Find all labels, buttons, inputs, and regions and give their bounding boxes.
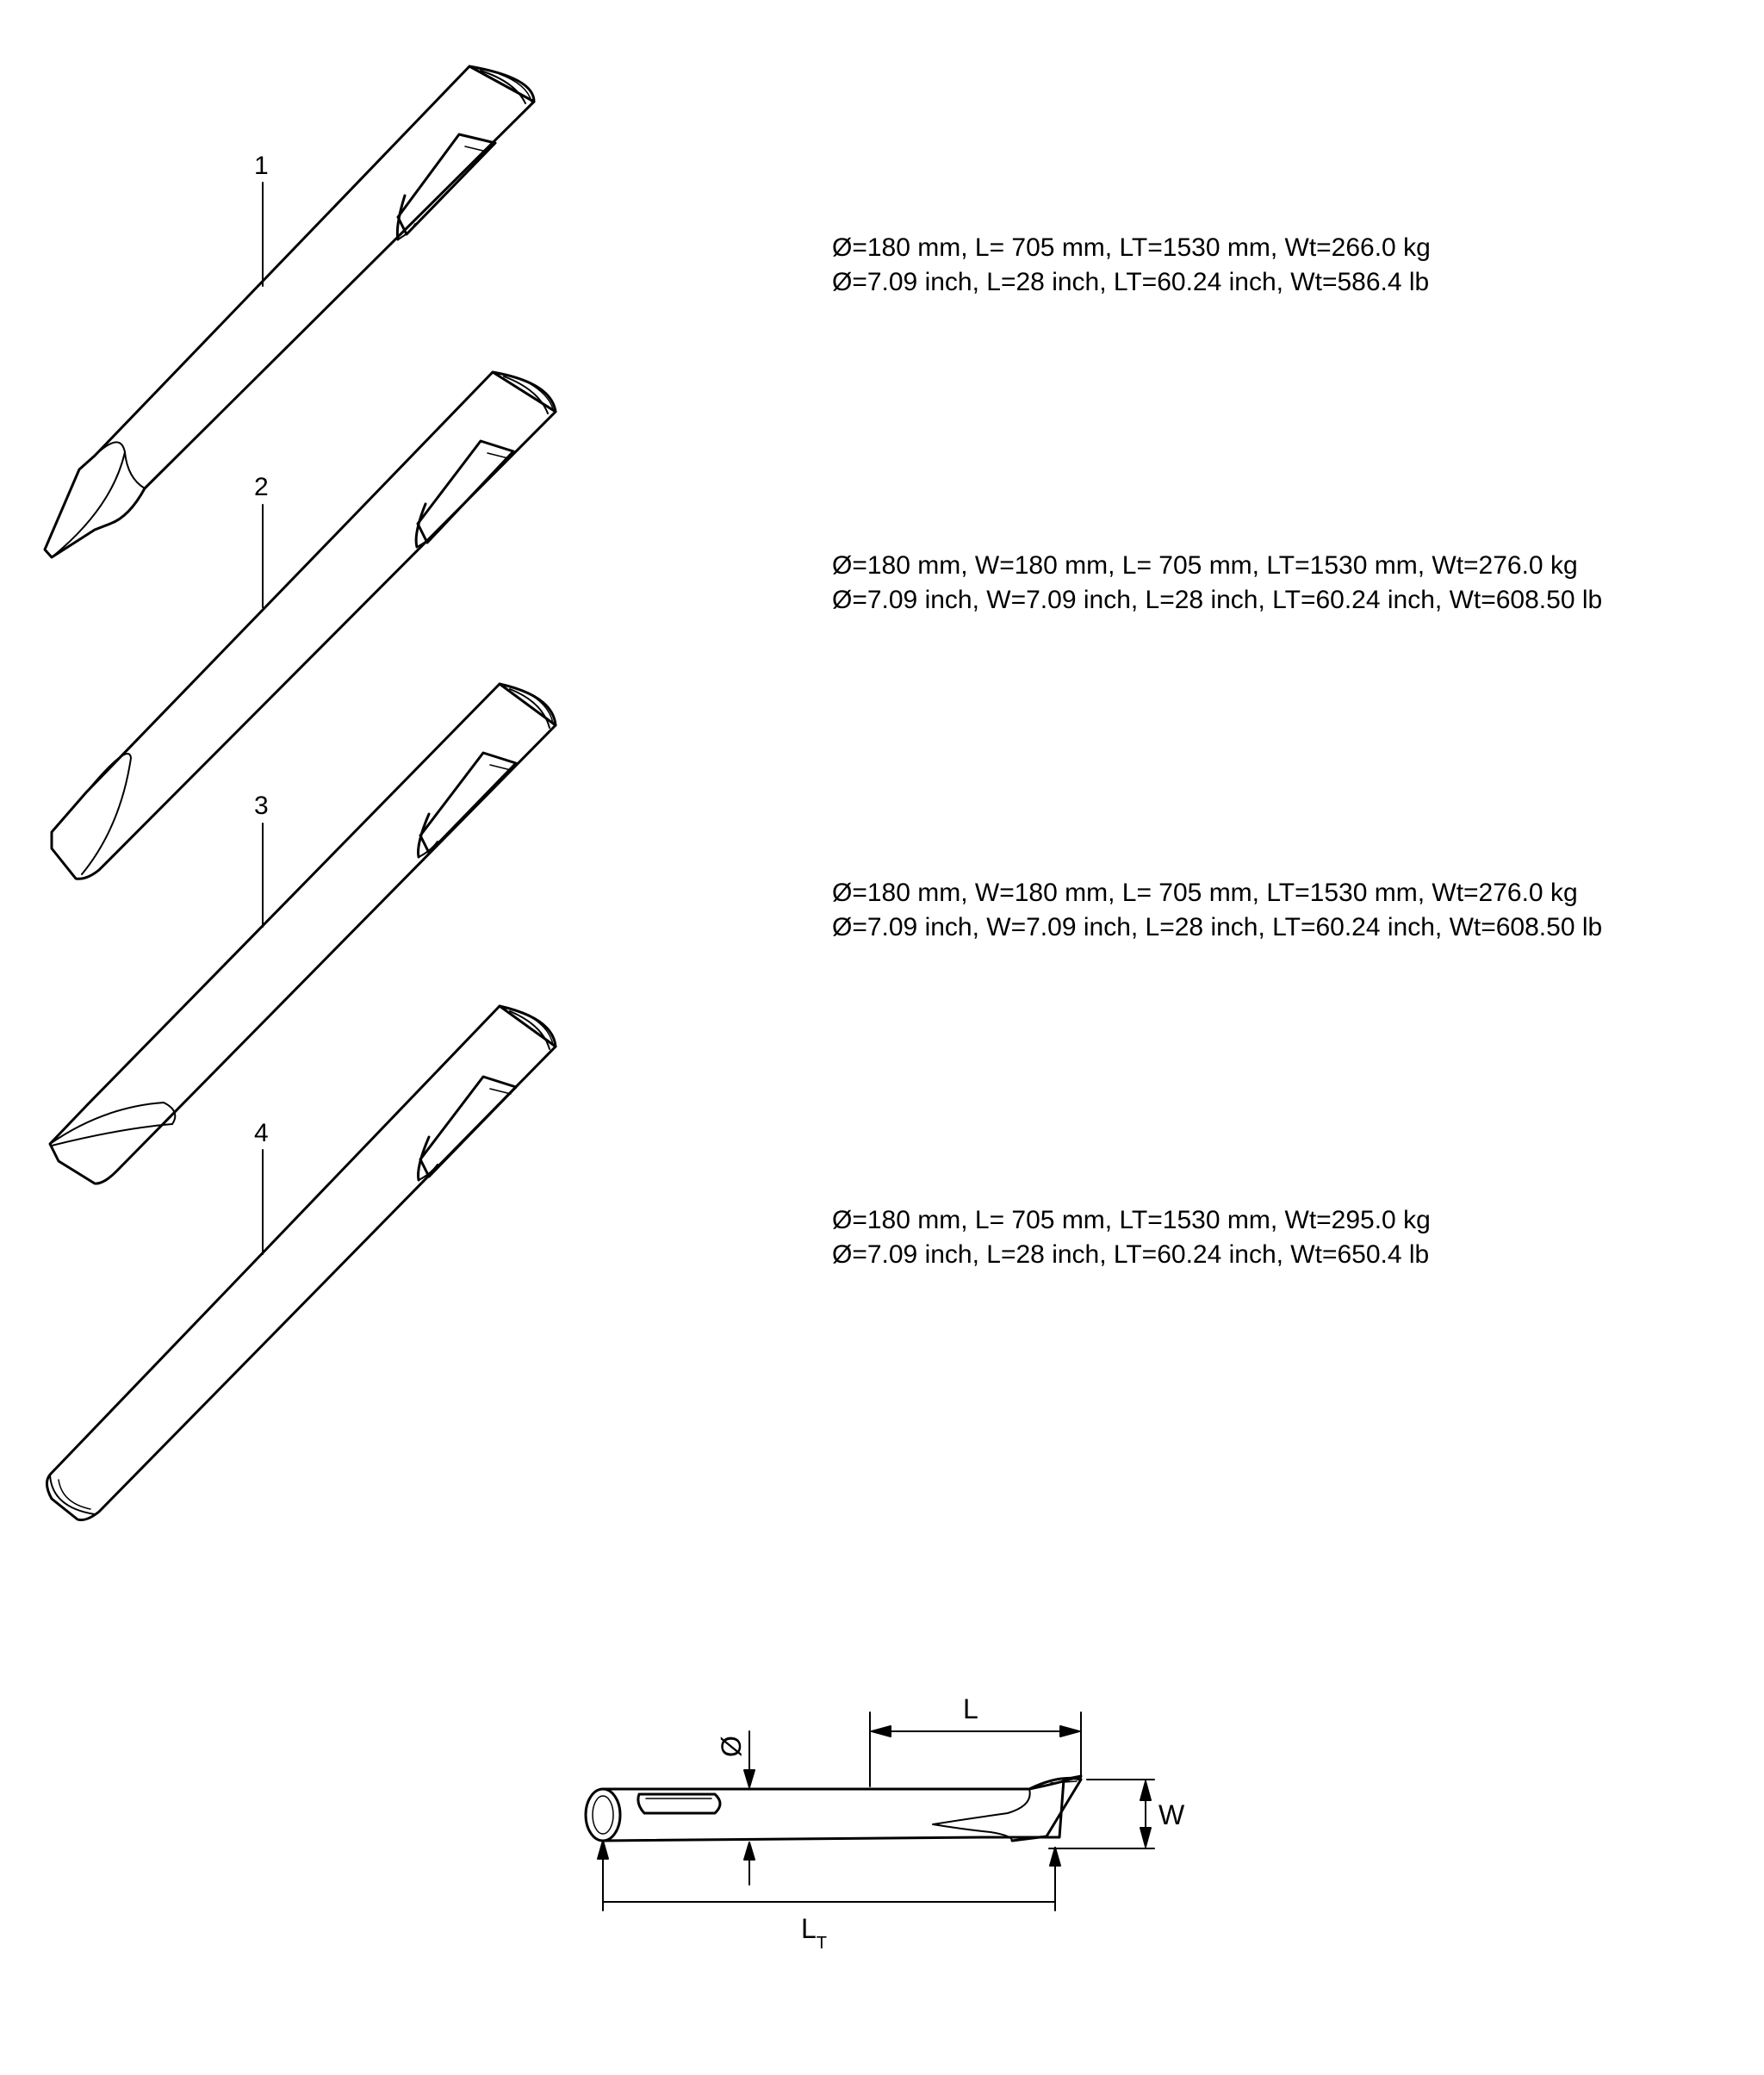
diameter-label: Ø [716, 1736, 747, 1757]
tool-4-drawing [47, 1006, 556, 1520]
spec-4-metric: Ø=180 mm, L= 705 mm, LT=1530 mm, Wt=295.0 kg [832, 1206, 1431, 1234]
callout-number-3: 3 [254, 792, 269, 820]
spec-3-metric: Ø=180 mm, W=180 mm, L= 705 mm, LT=1530 mm, Wt=276.0 kg [832, 879, 1578, 907]
spec-tool-2 [832, 549, 1602, 618]
spec-4-imperial: Ø=7.09 inch, L=28 inch, LT=60.24 inch, Wt=650.4 lb [832, 1240, 1430, 1269]
spec-1-imperial: Ø=7.09 inch, L=28 inch, LT=60.24 inch, Wt=586.4 lb [832, 268, 1430, 296]
spec-tool-3 [832, 876, 1602, 945]
total-length-letter: L [801, 1913, 817, 1944]
dimension-lines [598, 1712, 1154, 1910]
spec-3-imperial: Ø=7.09 inch, W=7.09 inch, L=28 inch, LT=60.24 inch, Wt=608.50 lb [832, 913, 1603, 941]
spec-1-metric: Ø=180 mm, L= 705 mm, LT=1530 mm, Wt=266.0 kg [832, 233, 1431, 262]
spec-tool-4 [832, 1203, 1431, 1272]
total-length-subscript: T [816, 1934, 828, 1953]
dimension-tool-drawing [586, 1776, 1081, 1841]
spec-2-metric: Ø=180 mm, W=180 mm, L= 705 mm, LT=1530 mm, Wt=276.0 kg [832, 551, 1578, 580]
width-label: W [1158, 1799, 1185, 1830]
tool-3-drawing [50, 684, 556, 1183]
callout-number-4: 4 [254, 1119, 269, 1147]
tool-1-drawing [45, 66, 534, 557]
spec-2-imperial: Ø=7.09 inch, W=7.09 inch, L=28 inch, LT=60.24 inch, Wt=608.50 lb [832, 586, 1603, 614]
callout-number-2: 2 [254, 473, 269, 501]
length-label: L [963, 1693, 978, 1724]
total-length-label [801, 1913, 827, 1953]
spec-tool-1 [832, 231, 1431, 300]
callout-number-1: 1 [254, 152, 269, 180]
